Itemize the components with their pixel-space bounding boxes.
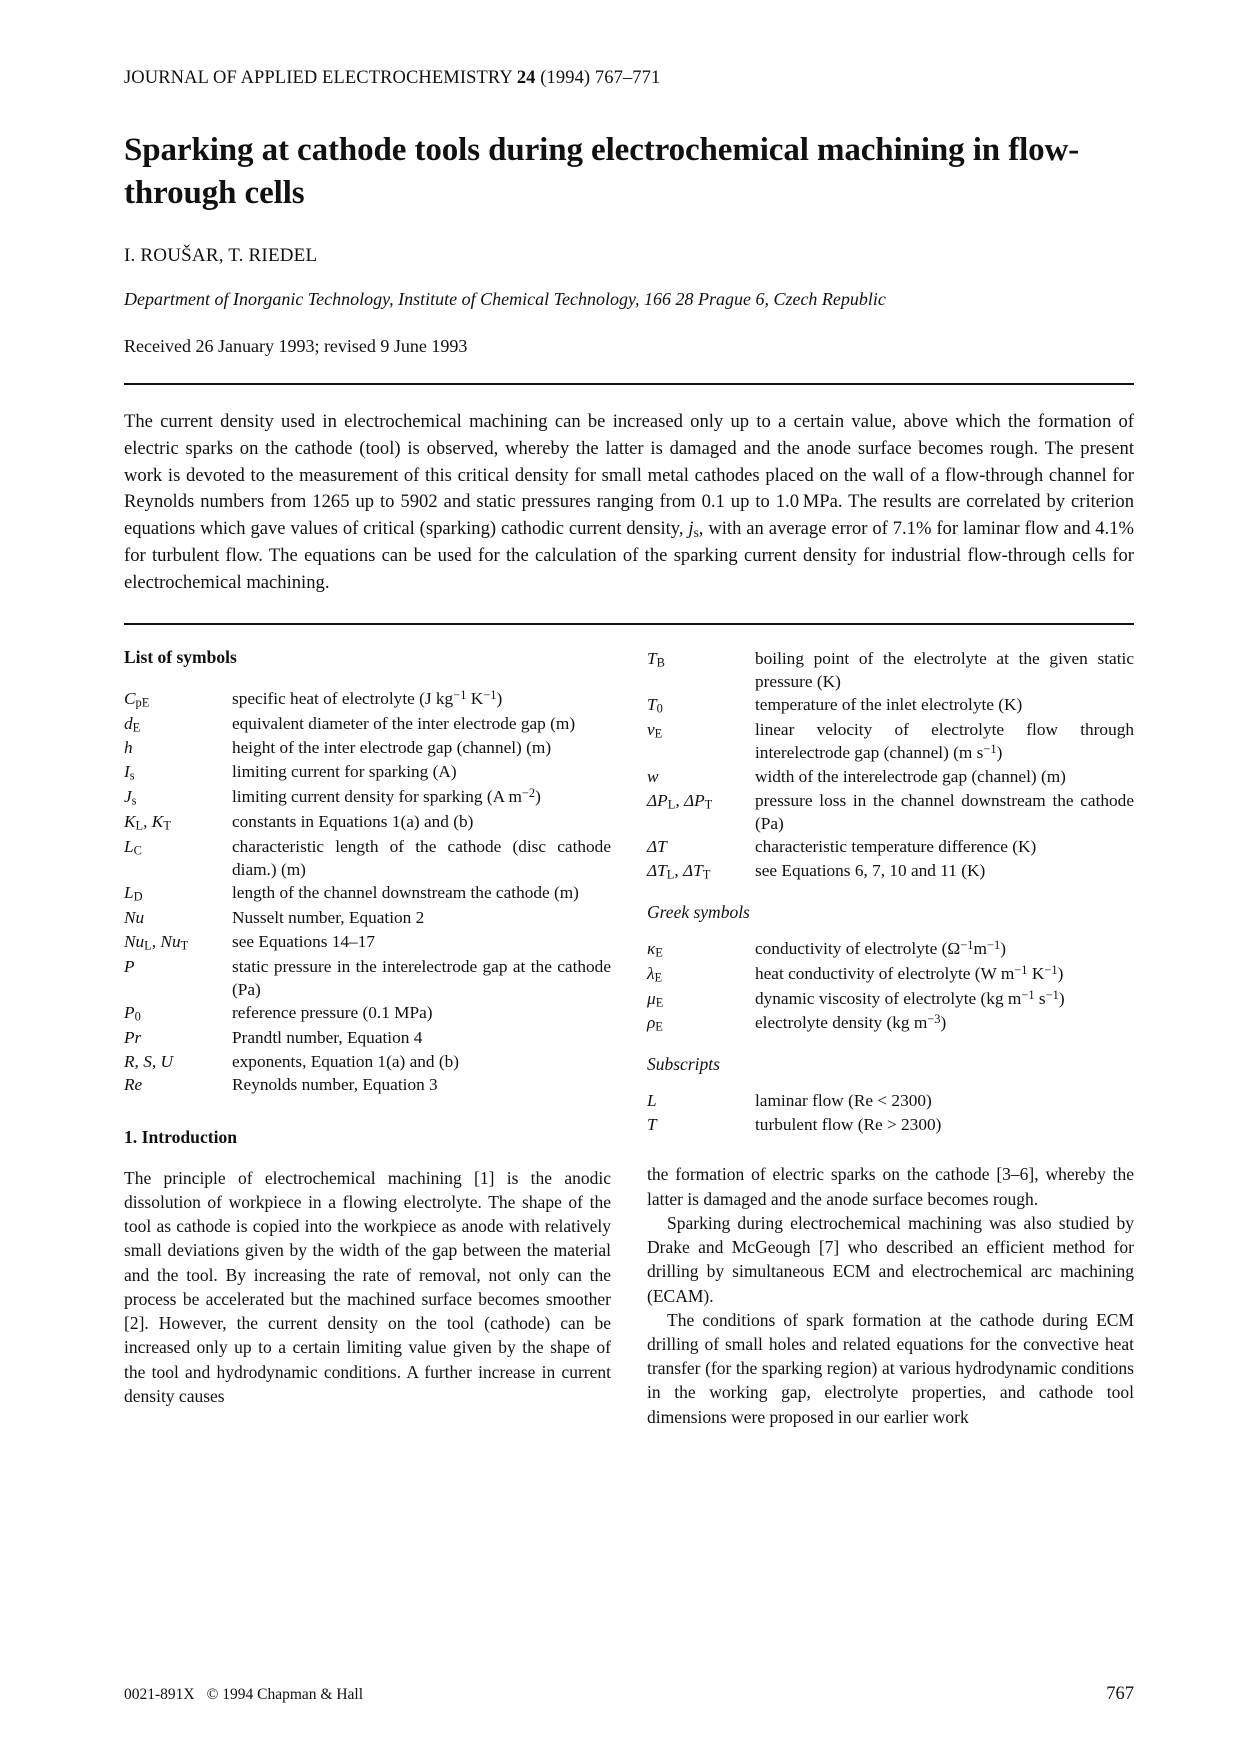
symbol-definition: Reynolds number, Equation 3 <box>232 1075 438 1095</box>
symbol-definition: length of the channel downstream the cathode (m) <box>232 883 579 903</box>
body-paragraph: the formation of electric sparks on the cathode [3–6], whereby the latter is damaged and the anode surface becomes rough. <box>647 1164 1134 1209</box>
symbol-name: $L_D$ <box>124 883 143 904</box>
symbol-row <box>647 859 1134 884</box>
symbol-definition: conductivity of electrolyte $(\Omega^{-1}m^{-1})$ <box>755 937 1006 959</box>
greek-symbols-heading: Greek symbols <box>647 901 750 922</box>
symbol-row <box>124 760 611 785</box>
symbol-name: $C_{pE}$ <box>124 688 150 710</box>
symbol-name: P <box>124 956 135 976</box>
symbol-table-greek-body <box>647 937 1134 1036</box>
symbol-name: $\kappa_E$ <box>647 938 663 960</box>
symbol-row <box>647 835 1134 859</box>
page-number: 767 <box>1106 1684 1134 1704</box>
symbol-row <box>124 1001 611 1026</box>
symbol-row <box>647 718 1134 765</box>
symbol-definition: laminar flow (Re < 2300) <box>755 1091 932 1111</box>
symbol-definition: turbulent flow (Re > 2300) <box>755 1114 942 1134</box>
symbol-definition: specific heat of electrolyte (J $kg^{-1}$ $K^{-1}$) <box>232 687 503 709</box>
symbol-definition: limiting current for sparking (A) <box>232 762 457 782</box>
symbol-row <box>124 810 611 835</box>
symbol-definition: temperature of the inlet electrolyte (K) <box>755 695 1023 715</box>
symbol-row <box>124 1026 611 1050</box>
divider-top <box>124 383 1134 385</box>
symbol-name: $\Delta P_L$, $\Delta P_T$ <box>647 790 713 812</box>
symbol-row <box>647 987 1134 1012</box>
symbol-name: $I_s$ <box>124 762 135 783</box>
symbol-row <box>647 1113 1134 1137</box>
symbol-row <box>647 693 1134 718</box>
symbol-name: Nu <box>124 908 145 928</box>
symbol-definition: exponents, Equation 1(a) and (b) <box>232 1051 459 1071</box>
symbol-table-greek <box>647 937 1134 1036</box>
symbol-definition: heat conductivity of electrolyte (W $m^{-1}$ $K^{-1}$) <box>755 962 1064 983</box>
symbol-name: $J_s$ <box>124 786 137 808</box>
symbol-name: $T_0$ <box>647 695 663 717</box>
symbol-row <box>647 765 1134 789</box>
symbol-row <box>124 930 611 955</box>
divider-abstract <box>124 623 1134 625</box>
introduction-left-text <box>124 1166 611 1408</box>
received-date: Received 26 January 1993; revised 9 June 1993 <box>124 335 468 356</box>
symbol-row <box>124 1050 611 1074</box>
introduction-right-text <box>647 1162 1134 1429</box>
symbol-name: $v_E$ <box>647 720 663 742</box>
symbol-table-left-body <box>124 687 611 1097</box>
symbol-table-right <box>647 647 1134 884</box>
symbol-definition: characteristic temperature difference (K) <box>755 837 1037 857</box>
body-paragraph: Sparking during electrochemical machining was also studied by Drake and McGeough [7] who described an efficient method for drilling by simultaneous ECM and electrochemical arc machining (ECAM). <box>647 1212 1134 1306</box>
author-list: I. ROUŠAR, T. RIEDEL <box>124 244 318 266</box>
symbol-name: $K_L$, $K_T$ <box>124 811 171 833</box>
column-left <box>124 647 611 1429</box>
symbol-definition: Prandtl number, Equation 4 <box>232 1028 423 1048</box>
symbol-name: h <box>124 738 133 758</box>
symbol-row <box>124 785 611 810</box>
symbol-row <box>647 937 1134 962</box>
symbol-name: T <box>647 1114 657 1134</box>
symbol-name: $\Delta T_L$, $\Delta T_T$ <box>647 860 711 882</box>
symbol-definition: reference pressure (0.1 MPa) <box>232 1003 433 1023</box>
symbol-row <box>124 687 611 712</box>
symbol-definition: dynamic viscosity of electrolyte (kg $m^{-1}$ $s^{-1}$) <box>755 987 1065 1008</box>
spacer <box>647 1136 1134 1162</box>
symbol-name: $\rho_E$ <box>647 1013 663 1035</box>
footer-left <box>124 1686 363 1704</box>
journal-year-pages: (1994) 767–771 <box>540 68 661 88</box>
symbol-definition: see Equations 14–17 <box>232 931 376 951</box>
symbol-definition: boiling point of the electrolyte at the given static pressure (K) <box>755 648 1134 691</box>
symbol-name: $T_B$ <box>647 648 665 670</box>
symbol-row <box>647 789 1134 836</box>
page-title: Sparking at cathode tools during electrochemical machining in flow-through cells <box>124 132 1080 211</box>
symbol-definition: limiting current density for sparking (A $m^{-2}$) <box>232 785 541 807</box>
page-footer <box>124 1684 1134 1705</box>
symbol-row <box>647 962 1134 987</box>
affiliation: Department of Inorganic Technology, Institute of Chemical Technology, 166 28 Prague 6, Czech Republic <box>124 288 886 309</box>
subscripts-heading: Subscripts <box>647 1054 720 1075</box>
journal-header <box>124 68 1134 89</box>
symbol-name: Re <box>124 1075 143 1095</box>
symbol-row <box>124 712 611 737</box>
symbol-table-subscripts <box>647 1089 1134 1136</box>
symbol-table-subscripts-body <box>647 1089 1134 1136</box>
symbol-name: R, S, U <box>124 1051 173 1071</box>
symbol-definition: equivalent diameter of the inter electrode gap (m) <box>232 713 576 733</box>
symbol-name: L <box>647 1091 657 1111</box>
symbol-name: $\mu_E$ <box>647 988 664 1010</box>
symbol-definition: height of the inter electrode gap (channel) (m) <box>232 738 552 758</box>
symbol-name: $P_0$ <box>124 1003 141 1024</box>
symbol-table-left <box>124 687 611 1097</box>
body-paragraph: The principle of electrochemical machining [1] is the anodic dissolution of workpiece in a flowing electrolyte. The shape of the tool as cathode is copied into the workpiece as anode with relatively small deviations given by the width of the gap between the material and the tool. By increasing the rate of removal, not only can the process be accelerated but the machined surface becomes smoother [2]. However, the current density on the tool (cathode) can be increased only up to a certain limiting value given by the shape of the tool and hydrodynamic conditions. A further increase in current density causes <box>124 1167 611 1406</box>
symbol-name: $d_E$ <box>124 713 141 735</box>
column-right <box>647 647 1134 1429</box>
symbol-row <box>647 1011 1134 1036</box>
journal-volume: 24 <box>516 68 536 88</box>
symbol-definition: Nusselt number, Equation 2 <box>232 908 425 928</box>
symbol-row <box>647 647 1134 694</box>
symbol-row <box>124 835 611 882</box>
symbol-table-right-body <box>647 647 1134 884</box>
issn: 0021-891X <box>124 1686 195 1703</box>
symbol-name: Pr <box>124 1028 142 1048</box>
symbol-definition: pressure loss in the channel downstream the cathode (Pa) <box>755 790 1134 833</box>
journal-name: JOURNAL OF APPLIED ELECTROCHEMISTRY <box>124 68 513 88</box>
symbol-name: $\lambda_E$ <box>647 963 663 985</box>
symbol-definition: static pressure in the interelectrode gap at the cathode (Pa) <box>232 956 611 999</box>
symbol-name: $Nu_L$, $Nu_T$ <box>124 931 189 953</box>
list-of-symbols-heading: List of symbols <box>124 646 237 667</box>
symbol-name: $L_C$ <box>124 836 142 858</box>
symbol-row <box>124 955 611 1002</box>
symbol-name: ΔT <box>647 837 667 857</box>
introduction-heading: 1. Introduction <box>124 1126 238 1147</box>
symbol-row <box>124 736 611 760</box>
symbol-definition: characteristic length of the cathode (disc cathode diam.) (m) <box>232 836 611 879</box>
symbol-name: w <box>647 767 659 787</box>
symbol-row <box>124 1073 611 1097</box>
symbol-definition: width of the interelectrode gap (channel) (m) <box>755 767 1066 787</box>
body-paragraph: The conditions of spark formation at the cathode during ECM drilling of small holes and related equations for the convective heat transfer (for the sparking region) at various hydrodynamic conditions in the working gap, electrolyte properties, and cathode tool dimensions were proposed in our earlier work <box>647 1309 1134 1427</box>
symbol-definition: see Equations 6, 7, 10 and 11 (K) <box>755 860 986 880</box>
copyright-notice: © 1994 Chapman & Hall <box>206 1686 364 1703</box>
symbol-row <box>647 1089 1134 1113</box>
abstract: The current density used in electrochemical machining can be increased only up to a certain value, above which the formation of electric sparks on the cathode (tool) is observed, whereby the latter is damaged and the anode surface becomes rough. The present work is devoted to the measurement of this critical density for small metal cathodes placed on the wall of a flow-through channel for Reynolds numbers from 1265 up to 5902 and static pressures ranging from 0.1 up to 1.0 MPa. The results are correlated by criterion equations which gave values of critical (sparking) cathodic current density, $j_s$, with an average error of 7.1% for laminar flow and 4.1% for turbulent flow. The equations can be used for the calculation of the sparking current density for industrial flow-through cells for electrochemical machining. <box>124 410 1134 593</box>
symbol-definition: constants in Equations 1(a) and (b) <box>232 811 474 831</box>
symbol-row <box>124 906 611 930</box>
two-column-body <box>124 647 1134 1429</box>
symbol-row <box>124 881 611 906</box>
symbol-definition: electrolyte density (kg $m^{-3}$) <box>755 1012 947 1033</box>
symbol-definition: linear velocity of electrolyte flow through interelectrode gap (channel) (m $s^{-1}$) <box>755 720 1134 763</box>
